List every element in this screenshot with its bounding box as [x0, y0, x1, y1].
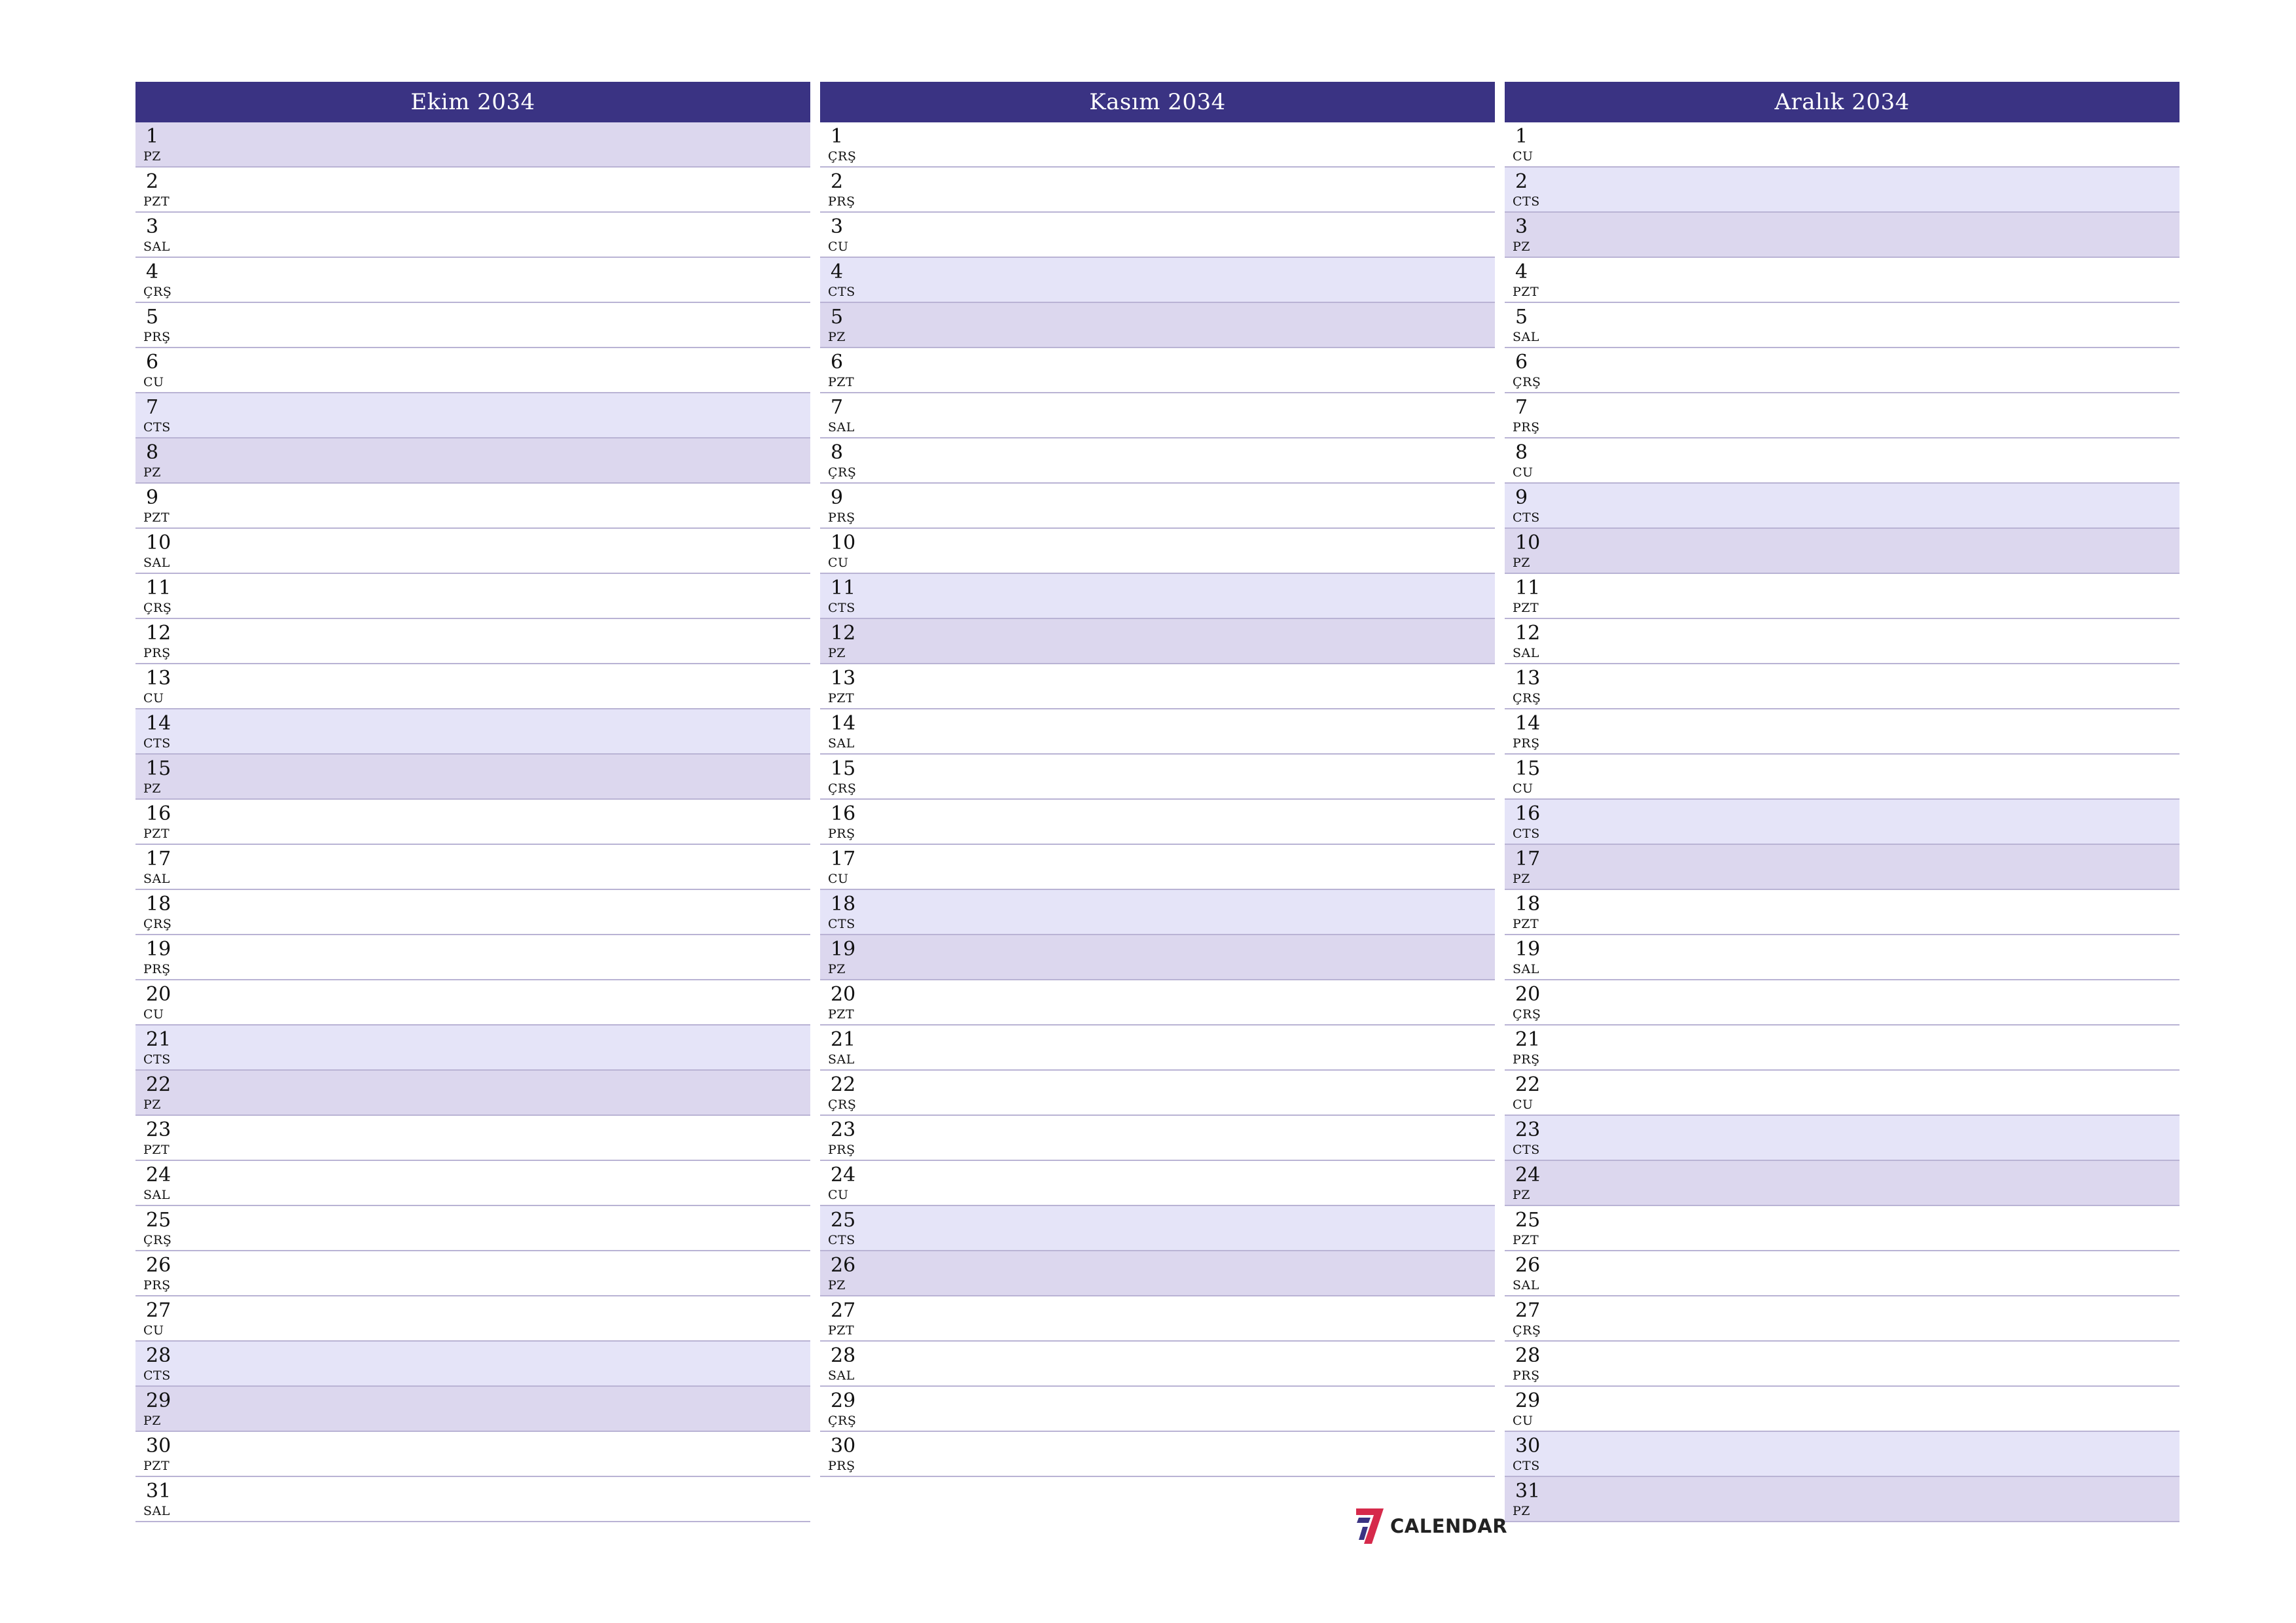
weekday-abbr: SAL: [143, 556, 170, 570]
day-number: 19: [831, 938, 856, 961]
logo-text: CALENDAR: [1390, 1515, 1508, 1537]
day-row: [1505, 1026, 2179, 1071]
day-row: [820, 664, 1495, 709]
day-row: [1505, 890, 2179, 935]
day-number: 14: [146, 712, 171, 735]
day-row: [820, 393, 1495, 438]
weekday-abbr: SAL: [1513, 330, 1539, 344]
day-row: [1505, 1071, 2179, 1116]
day-row: [1505, 1251, 2179, 1296]
day-row: [1505, 122, 2179, 168]
weekday-abbr: PZT: [1513, 285, 1539, 299]
day-number: 19: [146, 938, 171, 961]
weekday-abbr: PZ: [828, 1278, 846, 1293]
day-row: [1505, 1387, 2179, 1432]
day-row: [135, 1296, 810, 1342]
day-number: 13: [146, 667, 171, 690]
day-number: 31: [146, 1480, 171, 1503]
day-row: [820, 1296, 1495, 1342]
day-number: 31: [1515, 1480, 1541, 1503]
weekday-abbr: SAL: [828, 1368, 855, 1383]
day-number: 7: [1515, 396, 1528, 419]
seven-logo-icon: [1354, 1507, 1385, 1545]
day-list: [135, 122, 810, 1522]
day-number: 3: [146, 215, 159, 238]
day-number: 11: [831, 577, 856, 599]
day-number: 30: [1515, 1435, 1541, 1457]
day-row: [135, 438, 810, 484]
weekday-abbr: SAL: [143, 1504, 170, 1518]
weekday-abbr: PZ: [828, 962, 846, 976]
day-number: 26: [146, 1254, 171, 1277]
day-row: [820, 1161, 1495, 1206]
day-row: [1505, 935, 2179, 980]
day-row: [820, 303, 1495, 348]
day-row: [135, 213, 810, 258]
weekday-abbr: ÇRŞ: [143, 1233, 172, 1247]
weekday-abbr: PZT: [143, 827, 170, 841]
weekday-abbr: CU: [143, 691, 164, 705]
weekday-abbr: CTS: [1513, 827, 1540, 841]
weekday-abbr: PZ: [143, 149, 161, 164]
weekday-abbr: PRŞ: [828, 827, 855, 841]
day-row: [1505, 800, 2179, 845]
day-number: 18: [831, 893, 856, 916]
day-row: [1505, 213, 2179, 258]
weekday-abbr: PRŞ: [143, 330, 171, 344]
day-row: [135, 574, 810, 619]
day-number: 5: [146, 306, 159, 329]
weekday-abbr: PZ: [1513, 1504, 1530, 1518]
day-row: [135, 980, 810, 1026]
day-row: [135, 258, 810, 303]
weekday-abbr: ÇRŞ: [1513, 1323, 1541, 1338]
day-number: 29: [831, 1389, 856, 1412]
day-number: 7: [831, 396, 844, 419]
day-row: [135, 1206, 810, 1251]
day-number: 4: [1515, 260, 1528, 283]
day-row: [135, 935, 810, 980]
weekday-abbr: CU: [143, 375, 164, 389]
day-row: [1505, 664, 2179, 709]
day-number: 11: [146, 577, 171, 599]
day-row: [820, 1251, 1495, 1296]
day-row: [820, 755, 1495, 800]
weekday-abbr: SAL: [1513, 1278, 1539, 1293]
day-row: [1505, 1206, 2179, 1251]
weekday-abbr: PZT: [143, 510, 170, 525]
weekday-abbr: PZT: [828, 375, 855, 389]
day-row: [820, 1071, 1495, 1116]
day-row: [135, 529, 810, 574]
weekday-abbr: PZ: [828, 646, 846, 660]
weekday-abbr: SAL: [1513, 646, 1539, 660]
weekday-abbr: PZ: [1513, 556, 1530, 570]
day-number: 27: [1515, 1299, 1541, 1322]
day-number: 16: [831, 802, 856, 825]
month-october: [135, 82, 810, 1522]
day-number: 2: [146, 170, 159, 193]
weekday-abbr: PZ: [1513, 240, 1530, 254]
day-row: [820, 168, 1495, 213]
day-row: [135, 168, 810, 213]
day-row: [820, 529, 1495, 574]
day-number: 5: [1515, 306, 1528, 329]
day-number: 2: [831, 170, 844, 193]
day-number: 9: [831, 486, 844, 509]
day-row: [820, 213, 1495, 258]
weekday-abbr: PZ: [143, 781, 161, 796]
day-row: [1505, 168, 2179, 213]
weekday-abbr: SAL: [143, 1188, 170, 1202]
day-row: [1505, 845, 2179, 890]
weekday-abbr: PRŞ: [143, 962, 171, 976]
day-number: 4: [146, 260, 159, 283]
day-row: [135, 1432, 810, 1477]
weekday-abbr: ÇRŞ: [828, 1414, 857, 1428]
day-number: 8: [831, 441, 844, 464]
weekday-abbr: CU: [1513, 1414, 1534, 1428]
weekday-abbr: PRŞ: [1513, 1052, 1540, 1067]
day-number: 22: [1515, 1073, 1541, 1096]
day-number: 12: [146, 622, 171, 645]
day-row: [135, 800, 810, 845]
weekday-abbr: PZ: [143, 1097, 161, 1112]
weekday-abbr: CTS: [1513, 510, 1540, 525]
weekday-abbr: PZT: [1513, 601, 1539, 615]
weekday-abbr: CTS: [143, 1368, 171, 1383]
day-row: [1505, 303, 2179, 348]
day-number: 19: [1515, 938, 1541, 961]
day-row: [135, 1477, 810, 1522]
weekday-abbr: PZT: [828, 1007, 855, 1022]
weekday-abbr: CU: [1513, 465, 1534, 480]
day-number: 13: [831, 667, 856, 690]
day-number: 23: [146, 1118, 171, 1141]
day-number: 29: [146, 1389, 171, 1412]
day-number: 6: [831, 351, 844, 374]
weekday-abbr: CTS: [1513, 1459, 1540, 1473]
month-december: [1505, 82, 2179, 1522]
day-row: [135, 845, 810, 890]
day-row: [135, 1071, 810, 1116]
month-title: Aralık 2034: [1505, 82, 2179, 122]
day-row: [820, 1206, 1495, 1251]
day-number: 27: [146, 1299, 171, 1322]
day-number: 1: [1515, 125, 1528, 148]
weekday-abbr: ÇRŞ: [1513, 1007, 1541, 1022]
day-number: 11: [1515, 577, 1541, 599]
weekday-abbr: PZ: [1513, 872, 1530, 886]
day-number: 30: [831, 1435, 856, 1457]
weekday-abbr: PZ: [1513, 1188, 1530, 1202]
day-number: 18: [1515, 893, 1541, 916]
day-row: [135, 664, 810, 709]
weekday-abbr: CTS: [828, 1233, 855, 1247]
day-number: 3: [831, 215, 844, 238]
weekday-abbr: SAL: [143, 240, 170, 254]
day-row: [820, 1432, 1495, 1477]
day-number: 12: [1515, 622, 1541, 645]
day-number: 27: [831, 1299, 856, 1322]
day-row: [135, 393, 810, 438]
weekday-abbr: CTS: [143, 420, 171, 435]
day-number: 14: [831, 712, 856, 735]
weekday-abbr: ÇRŞ: [828, 781, 857, 796]
day-number: 12: [831, 622, 856, 645]
day-number: 17: [831, 847, 856, 870]
day-number: 24: [146, 1164, 171, 1186]
day-number: 21: [1515, 1028, 1541, 1051]
day-number: 16: [146, 802, 171, 825]
day-row: [820, 709, 1495, 755]
day-row: [820, 1026, 1495, 1071]
day-row: [1505, 484, 2179, 529]
day-row: [1505, 258, 2179, 303]
day-row: [820, 619, 1495, 664]
day-row: [135, 303, 810, 348]
day-row: [820, 484, 1495, 529]
day-number: 1: [831, 125, 844, 148]
day-number: 8: [1515, 441, 1528, 464]
day-number: 15: [146, 757, 171, 780]
weekday-abbr: CTS: [143, 1052, 171, 1067]
weekday-abbr: CU: [828, 240, 849, 254]
day-row: [820, 845, 1495, 890]
day-number: 2: [1515, 170, 1528, 193]
day-row: [135, 1161, 810, 1206]
day-number: 18: [146, 893, 171, 916]
day-row: [1505, 574, 2179, 619]
day-row: [135, 1387, 810, 1432]
day-row: [820, 890, 1495, 935]
day-row: [820, 122, 1495, 168]
day-row: [135, 348, 810, 393]
weekday-abbr: PRŞ: [1513, 736, 1540, 751]
weekday-abbr: ÇRŞ: [828, 465, 857, 480]
weekday-abbr: PRŞ: [828, 510, 855, 525]
day-row: [1505, 1116, 2179, 1161]
day-row: [1505, 393, 2179, 438]
day-number: 10: [146, 531, 171, 554]
day-row: [820, 980, 1495, 1026]
day-number: 28: [146, 1344, 171, 1367]
day-number: 25: [831, 1209, 856, 1232]
day-row: [1505, 1161, 2179, 1206]
day-number: 9: [1515, 486, 1528, 509]
day-row: [820, 1342, 1495, 1387]
month-title: Kasım 2034: [820, 82, 1495, 122]
weekday-abbr: CU: [143, 1323, 164, 1338]
day-row: [820, 1116, 1495, 1161]
day-number: 16: [1515, 802, 1541, 825]
weekday-abbr: ÇRŞ: [828, 149, 857, 164]
day-row: [1505, 1432, 2179, 1477]
weekday-abbr: PZ: [143, 1414, 161, 1428]
weekday-abbr: PRŞ: [143, 646, 171, 660]
day-number: 23: [831, 1118, 856, 1141]
day-row: [820, 438, 1495, 484]
day-row: [135, 484, 810, 529]
day-row: [1505, 1342, 2179, 1387]
day-row: [135, 122, 810, 168]
day-number: 4: [831, 260, 844, 283]
day-row: [1505, 980, 2179, 1026]
day-row: [135, 1116, 810, 1161]
day-number: 1: [146, 125, 159, 148]
weekday-abbr: PZT: [143, 194, 170, 209]
weekday-abbr: SAL: [1513, 962, 1539, 976]
weekday-abbr: PZ: [828, 330, 846, 344]
day-row: [820, 258, 1495, 303]
day-number: 26: [831, 1254, 856, 1277]
day-number: 22: [831, 1073, 856, 1096]
day-number: 25: [1515, 1209, 1541, 1232]
day-number: 30: [146, 1435, 171, 1457]
day-number: 25: [146, 1209, 171, 1232]
weekday-abbr: ÇRŞ: [1513, 691, 1541, 705]
day-row: [820, 800, 1495, 845]
weekday-abbr: CTS: [1513, 194, 1540, 209]
month-title: Ekim 2034: [135, 82, 810, 122]
day-row: [135, 890, 810, 935]
weekday-abbr: SAL: [828, 420, 855, 435]
day-row: [135, 709, 810, 755]
weekday-abbr: CTS: [1513, 1143, 1540, 1157]
weekday-abbr: CTS: [828, 285, 855, 299]
day-row: [820, 348, 1495, 393]
day-list: [820, 122, 1495, 1477]
weekday-abbr: CU: [828, 1188, 849, 1202]
weekday-abbr: CTS: [828, 601, 855, 615]
weekday-abbr: CU: [828, 872, 849, 886]
weekday-abbr: PRŞ: [828, 1143, 855, 1157]
day-row: [1505, 1477, 2179, 1522]
day-number: 22: [146, 1073, 171, 1096]
weekday-abbr: SAL: [143, 872, 170, 886]
weekday-abbr: PZ: [143, 465, 161, 480]
day-number: 17: [1515, 847, 1541, 870]
day-number: 10: [831, 531, 856, 554]
weekday-abbr: CU: [1513, 149, 1534, 164]
day-number: 26: [1515, 1254, 1541, 1277]
day-number: 8: [146, 441, 159, 464]
day-number: 20: [1515, 983, 1541, 1006]
day-list: [1505, 122, 2179, 1522]
day-row: [135, 755, 810, 800]
day-number: 7: [146, 396, 159, 419]
weekday-abbr: CU: [1513, 781, 1534, 796]
day-row: [1505, 619, 2179, 664]
weekday-abbr: PZT: [828, 691, 855, 705]
day-number: 17: [146, 847, 171, 870]
day-number: 21: [146, 1028, 171, 1051]
weekday-abbr: ÇRŞ: [828, 1097, 857, 1112]
day-row: [820, 1387, 1495, 1432]
day-number: 21: [831, 1028, 856, 1051]
weekday-abbr: ÇRŞ: [143, 601, 172, 615]
brand-logo[interactable]: [1354, 1507, 1507, 1546]
weekday-abbr: SAL: [828, 1052, 855, 1067]
weekday-abbr: PZT: [143, 1459, 170, 1473]
weekday-abbr: PZT: [1513, 917, 1539, 931]
day-number: 23: [1515, 1118, 1541, 1141]
day-number: 15: [831, 757, 856, 780]
weekday-abbr: PZT: [1513, 1233, 1539, 1247]
day-row: [135, 1251, 810, 1296]
weekday-abbr: ÇRŞ: [143, 917, 172, 931]
month-november: [820, 82, 1495, 1477]
day-number: 5: [831, 306, 844, 329]
weekday-abbr: PRŞ: [143, 1278, 171, 1293]
day-number: 15: [1515, 757, 1541, 780]
weekday-abbr: PZT: [828, 1323, 855, 1338]
day-number: 20: [146, 983, 171, 1006]
weekday-abbr: CU: [1513, 1097, 1534, 1112]
day-row: [135, 619, 810, 664]
weekday-abbr: PRŞ: [1513, 420, 1540, 435]
day-number: 9: [146, 486, 159, 509]
weekday-abbr: CU: [828, 556, 849, 570]
day-row: [135, 1342, 810, 1387]
day-row: [1505, 709, 2179, 755]
weekday-abbr: ÇRŞ: [143, 285, 172, 299]
day-row: [1505, 438, 2179, 484]
weekday-abbr: PRŞ: [828, 194, 855, 209]
weekday-abbr: SAL: [828, 736, 855, 751]
day-number: 13: [1515, 667, 1541, 690]
weekday-abbr: ÇRŞ: [1513, 375, 1541, 389]
day-row: [1505, 755, 2179, 800]
day-row: [1505, 529, 2179, 574]
weekday-abbr: PZT: [143, 1143, 170, 1157]
day-row: [820, 574, 1495, 619]
weekday-abbr: CTS: [828, 917, 855, 931]
day-row: [1505, 348, 2179, 393]
day-number: 20: [831, 983, 856, 1006]
day-number: 3: [1515, 215, 1528, 238]
weekday-abbr: CTS: [143, 736, 171, 751]
day-number: 6: [1515, 351, 1528, 374]
weekday-abbr: PRŞ: [828, 1459, 855, 1473]
weekday-abbr: CU: [143, 1007, 164, 1022]
day-number: 14: [1515, 712, 1541, 735]
day-number: 6: [146, 351, 159, 374]
day-number: 28: [1515, 1344, 1541, 1367]
day-row: [135, 1026, 810, 1071]
day-number: 10: [1515, 531, 1541, 554]
day-row: [820, 935, 1495, 980]
day-number: 29: [1515, 1389, 1541, 1412]
day-row: [1505, 1296, 2179, 1342]
day-number: 24: [1515, 1164, 1541, 1186]
day-number: 24: [831, 1164, 856, 1186]
day-number: 28: [831, 1344, 856, 1367]
weekday-abbr: PRŞ: [1513, 1368, 1540, 1383]
